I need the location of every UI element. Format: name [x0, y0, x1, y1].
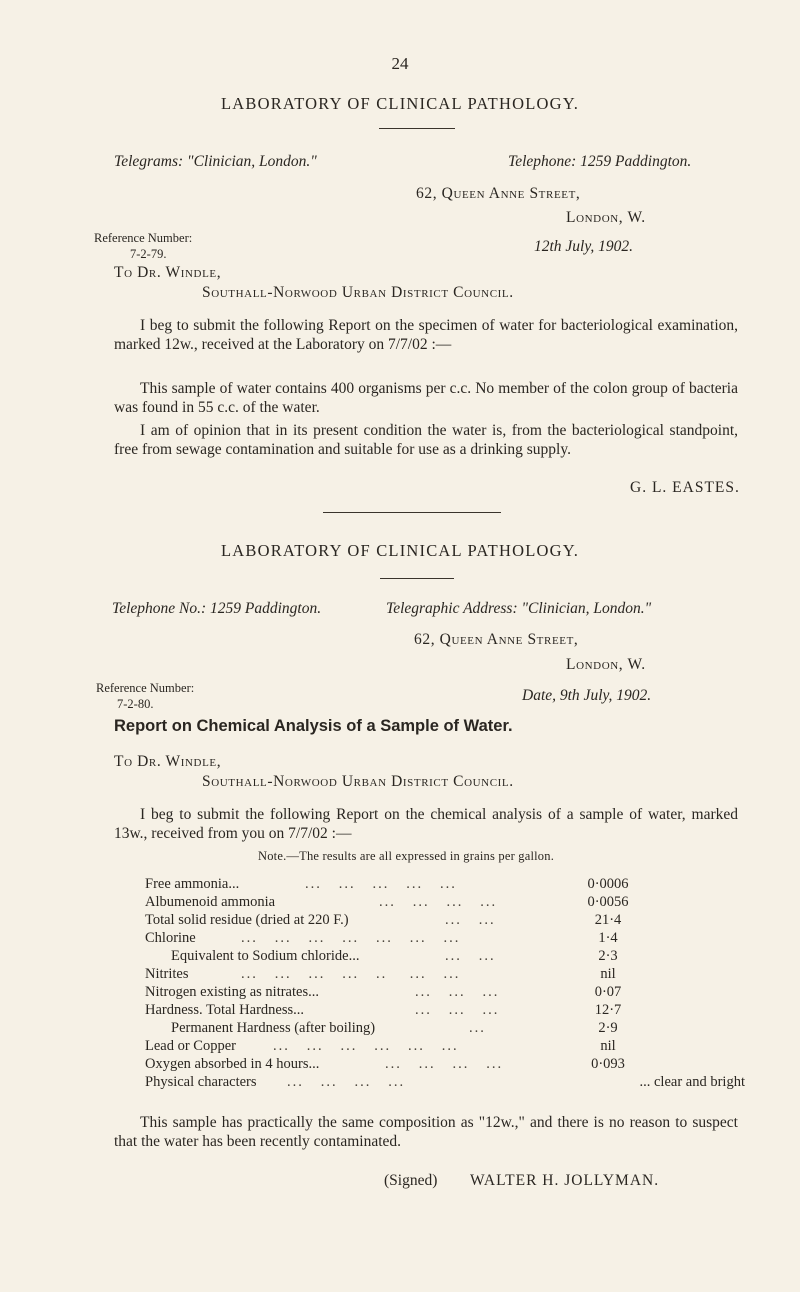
report1-para1: I beg to submit the following Report on the specimen of water for bacteriological examination, marked 12w., received at the Laboratory on 7/7/02 :— [114, 317, 738, 353]
result-label: Lead or Copper [145, 1038, 236, 1054]
result-value: 0·07 [594, 984, 622, 1000]
result-label: Permanent Hardness (after boiling) [171, 1020, 376, 1036]
result-value: 0·0006 [587, 876, 629, 892]
result-value: 12·7 [594, 1002, 622, 1018]
report2-reference-value: 7-2-80. [117, 697, 154, 711]
leader-dots: ... ... [445, 912, 496, 928]
report1-heading-rule [379, 128, 455, 129]
report2-signature: WALTER H. JOLLYMAN. [470, 1172, 660, 1189]
page-number: 24 [391, 54, 409, 73]
results-row-chlorine [145, 930, 745, 947]
results-row-lead-copper [145, 1038, 745, 1055]
report2-signed-label: (Signed) [384, 1172, 438, 1189]
results-row-free-ammonia [145, 876, 745, 893]
result-label: Albumenoid ammonia [145, 894, 276, 910]
result-value: 2·9 [598, 1020, 618, 1036]
report1-telegrams: Telegrams: "Clinician, London." [114, 153, 317, 170]
report1-reference-value: 7-2-79. [130, 247, 167, 261]
report2-date: Date, 9th July, 1902. [522, 687, 652, 704]
leader-dots: ... ... ... ... ... ... ... [241, 930, 461, 946]
result-value: 0·0056 [587, 894, 629, 910]
report2-heading-rule [380, 578, 454, 579]
results-row-total-solid-residue [145, 912, 745, 929]
result-value: nil [600, 966, 616, 982]
report2-telegraphic: Telegraphic Address: "Clinician, London." [386, 600, 652, 617]
report1-address-line1: 62, Queen Anne Street, [416, 185, 581, 202]
report2-heading: LABORATORY OF CLINICAL PATHOLOGY. [220, 541, 580, 560]
result-label: Nitrites [145, 966, 189, 982]
result-label: Nitrogen existing as nitrates... [145, 984, 319, 1000]
leader-dots: ... ... [445, 948, 496, 964]
report1-para2: This sample of water contains 400 organisms per c.c. No member of the colon group of bacteria was found in 55 c.c. of the water. [114, 380, 738, 416]
results-row-nitrites [145, 966, 745, 983]
results-row-nitrates [145, 984, 745, 1001]
report1-address-line2: London, W. [566, 209, 646, 226]
report1-heading: LABORATORY OF CLINICAL PATHOLOGY. [220, 94, 580, 113]
report-separator-rule [323, 512, 501, 513]
report2-title: Report on Chemical Analysis of a Sample of Water. [114, 717, 513, 735]
result-value: 1·4 [598, 930, 618, 946]
report2-address-line2: London, W. [566, 656, 646, 673]
leader-dots: ... ... ... ... [385, 1056, 504, 1072]
result-value: nil [600, 1038, 616, 1054]
result-value: 2·3 [598, 948, 618, 964]
report1-council: Southall-Norwood Urban District Council. [202, 284, 514, 301]
leader-dots: ... ... ... ... ... [305, 876, 457, 892]
results-row-total-hardness [145, 1002, 745, 1019]
report1-reference-label: Reference Number: [94, 231, 193, 245]
report1-date: 12th July, 1902. [534, 238, 634, 255]
report1-para3: I am of opinion that in its present condition the water is, from the bacteriological standpoint, free from sewage contamination and suitable for use as a drinking supply. [114, 422, 738, 458]
report2-address-line1: 62, Queen Anne Street, [414, 631, 579, 648]
results-row-oxygen-absorbed [145, 1056, 745, 1073]
report2-reference-label: Reference Number: [96, 681, 195, 695]
result-value: 21·4 [594, 912, 622, 928]
results-row-albumenoid-ammonia [145, 894, 745, 911]
result-value: 0·093 [591, 1056, 625, 1072]
report1-signature: G. L. EASTES. [630, 479, 740, 496]
report2-intro: I beg to submit the following Report on the chemical analysis of a sample of water, marked 13w., received from you on 7/7/02 :— [114, 806, 738, 842]
result-label: Equivalent to Sodium chloride... [171, 948, 360, 964]
report2-to-line: To Dr. Windle, [114, 753, 222, 770]
report2-council: Southall-Norwood Urban District Council. [202, 773, 514, 790]
results-row-physical-characters [145, 1074, 745, 1091]
leader-dots: ... ... ... ... .. ... ... [241, 966, 461, 982]
leader-dots: ... ... ... ... [287, 1074, 406, 1090]
result-label: Chlorine [145, 930, 196, 946]
result-label: Physical characters [145, 1074, 257, 1090]
leader-dots: ... ... ... ... [379, 894, 498, 910]
report2-conclusion: This sample has practically the same composition as "12w.," and there is no reason to suspect that the water has been recently contaminated. [114, 1114, 738, 1150]
result-label: Oxygen absorbed in 4 hours... [145, 1056, 320, 1072]
report1-telephone: Telephone: 1259 Paddington. [508, 153, 692, 170]
report2-telephone: Telephone No.: 1259 Paddington. [112, 600, 322, 617]
leader-dots: ... ... ... ... ... ... [273, 1038, 459, 1054]
leader-dots: ... ... ... [415, 1002, 500, 1018]
results-row-permanent-hardness [145, 1020, 745, 1037]
result-label: Hardness. Total Hardness... [145, 1002, 304, 1018]
results-row-sodium-chloride [145, 948, 745, 965]
report2-note: Note.—The results are all expressed in grains per gallon. [258, 849, 555, 863]
result-value: ... clear and bright [639, 1074, 745, 1090]
report1-to-line: To Dr. Windle, [114, 264, 222, 281]
leader-dots: ... ... ... [415, 984, 500, 1000]
result-label: Free ammonia... [145, 876, 240, 892]
result-label: Total solid residue (dried at 220 F.) [145, 912, 349, 928]
leader-dots: ... [469, 1020, 486, 1036]
